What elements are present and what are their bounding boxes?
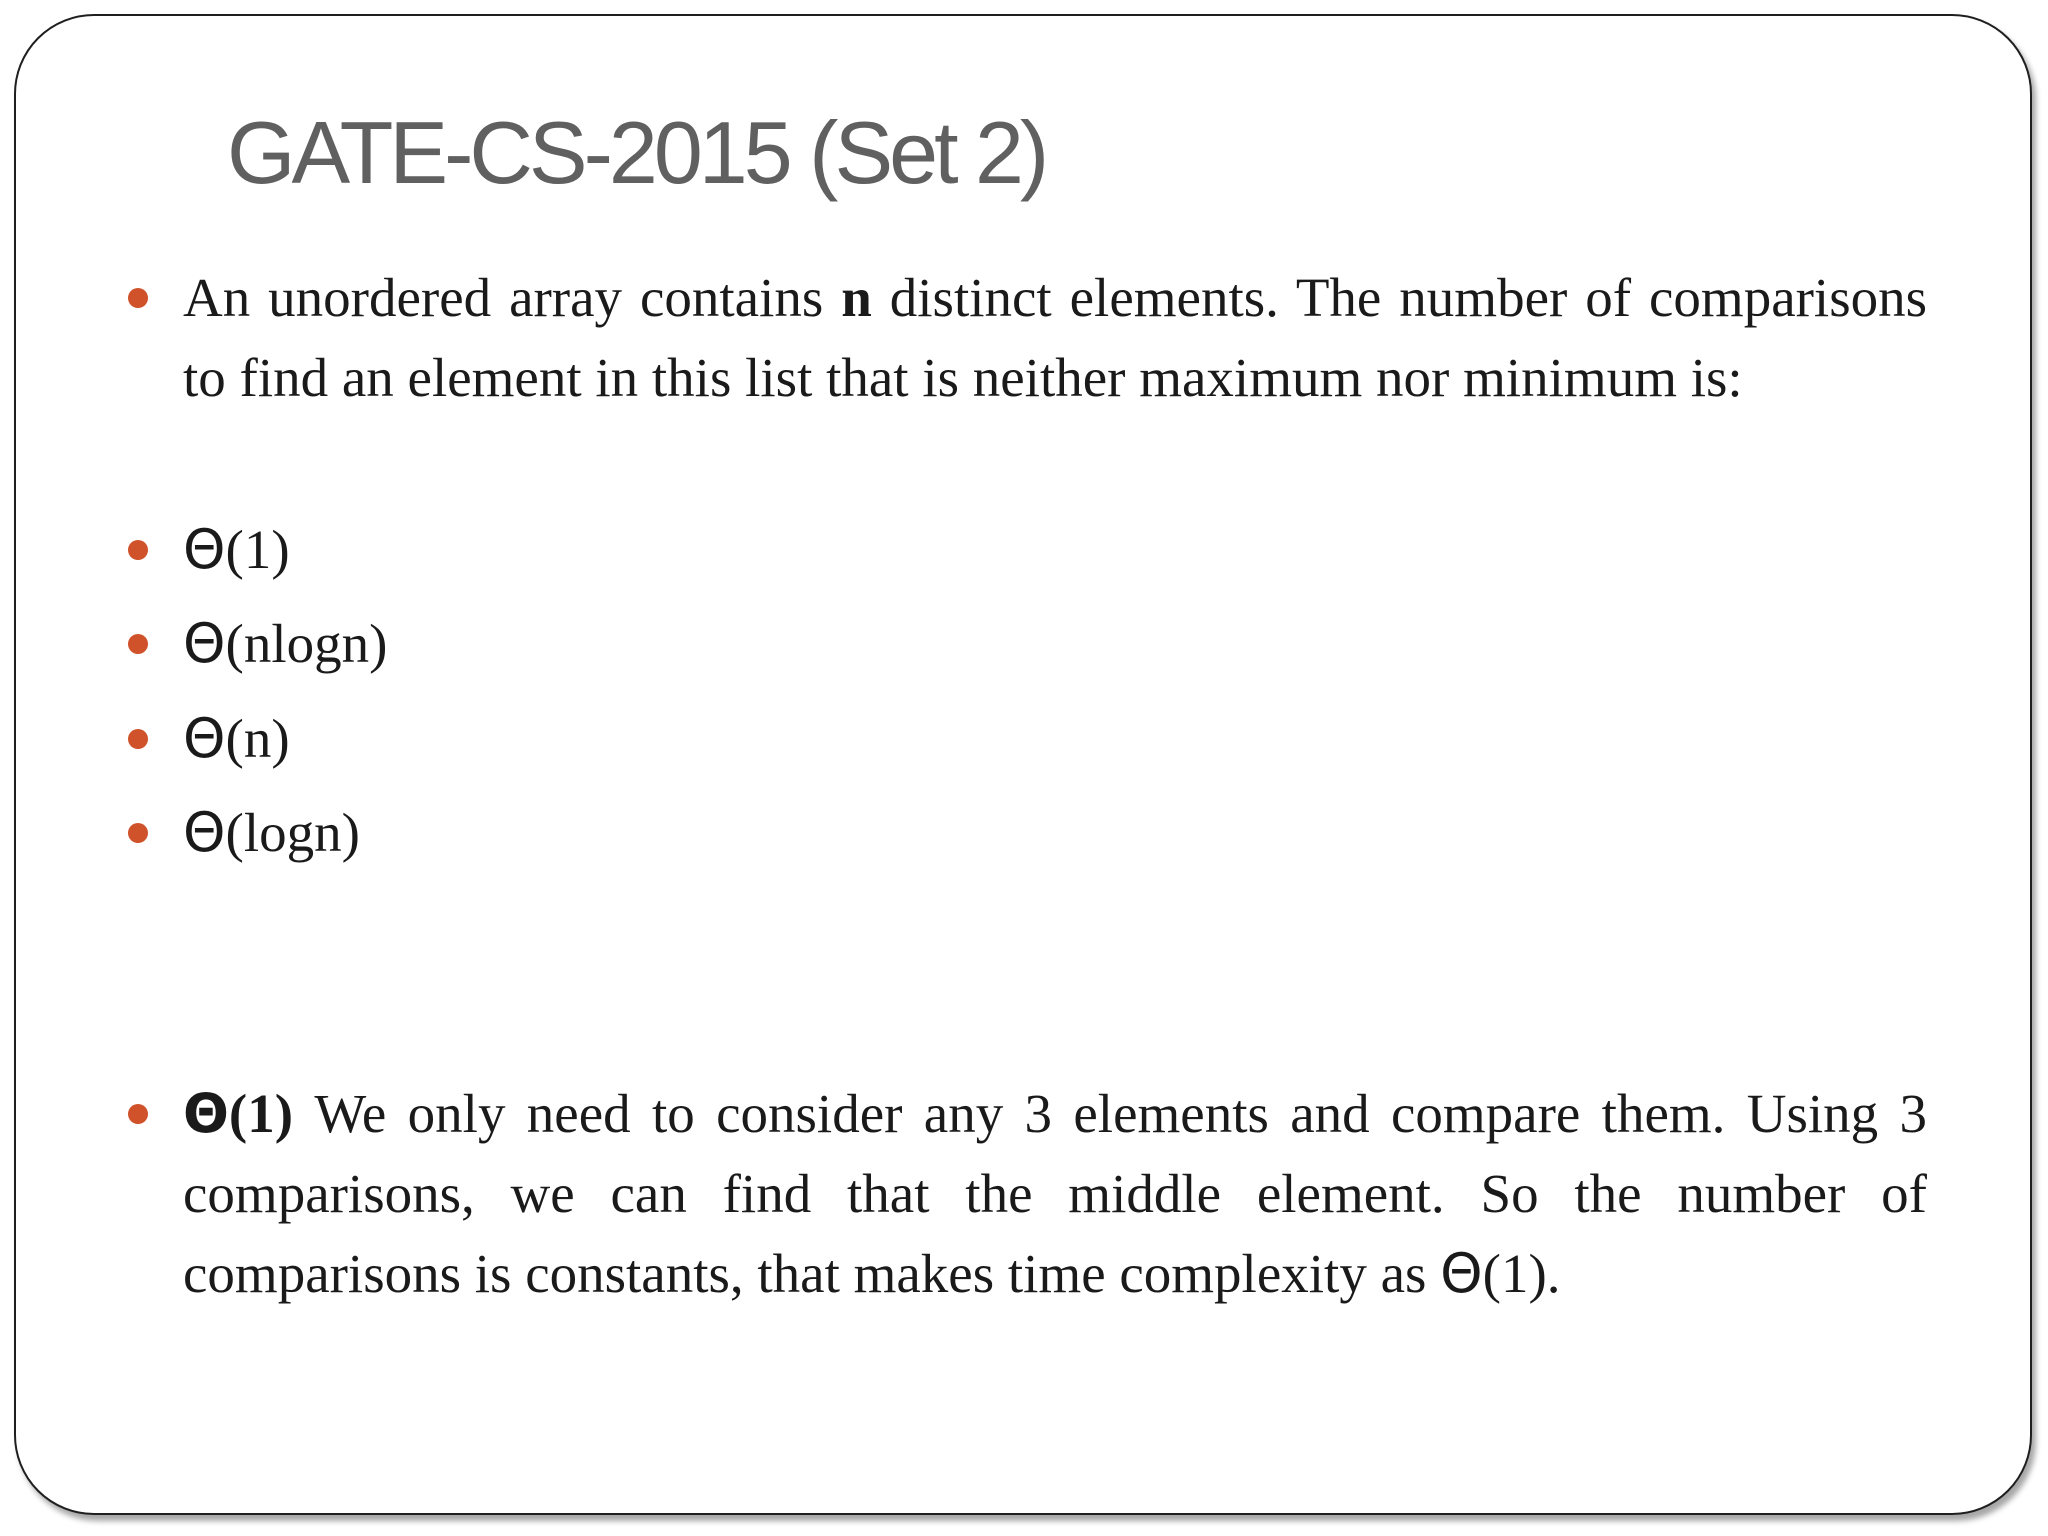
question-text-end: distinct elements. The number of comparisons to find an element in this list that is neither maximum nor minimum is:: [183, 267, 1928, 408]
option-item: [183, 604, 1927, 684]
option-argument: (nlogn): [225, 613, 388, 674]
answer-theta-symbol: Θ: [183, 1082, 229, 1145]
answer-argument: (1): [228, 1083, 294, 1144]
bullet-dot-icon: [128, 1104, 148, 1124]
option-item: [183, 699, 1927, 779]
bullet-dot-icon: [128, 823, 148, 843]
slide-title: GATE-CS-2015 (Set 2): [227, 103, 1046, 202]
theta-symbol: Θ: [183, 707, 226, 770]
theta-symbol: Θ: [183, 612, 226, 675]
question-text-start: An unordered array contains: [183, 267, 842, 328]
option-argument: (1): [225, 519, 290, 580]
question-n-symbol: n: [841, 267, 872, 328]
bullet-dot-icon: [128, 540, 148, 560]
bullet-dot-icon: [128, 729, 148, 749]
option-item: [183, 510, 1927, 590]
answer-end-theta-symbol: Θ: [1440, 1242, 1483, 1305]
theta-symbol: Θ: [183, 801, 226, 864]
option-item: [183, 793, 1927, 873]
question-bullet: [183, 258, 1927, 418]
answer-bullet: [183, 1074, 1927, 1314]
theta-symbol: Θ: [183, 518, 226, 581]
option-argument: (logn): [225, 802, 360, 863]
option-argument: (n): [225, 708, 290, 769]
answer-end-argument: (1).: [1482, 1243, 1561, 1304]
answer-explanation: We only need to consider any 3 elements and compare them. Using 3 comparisons, we can find that the middle element. So the number of comparisons is constants, that makes time complexity as: [183, 1083, 1927, 1304]
bullet-dot-icon: [128, 634, 148, 654]
bullet-dot-icon: [128, 288, 148, 308]
